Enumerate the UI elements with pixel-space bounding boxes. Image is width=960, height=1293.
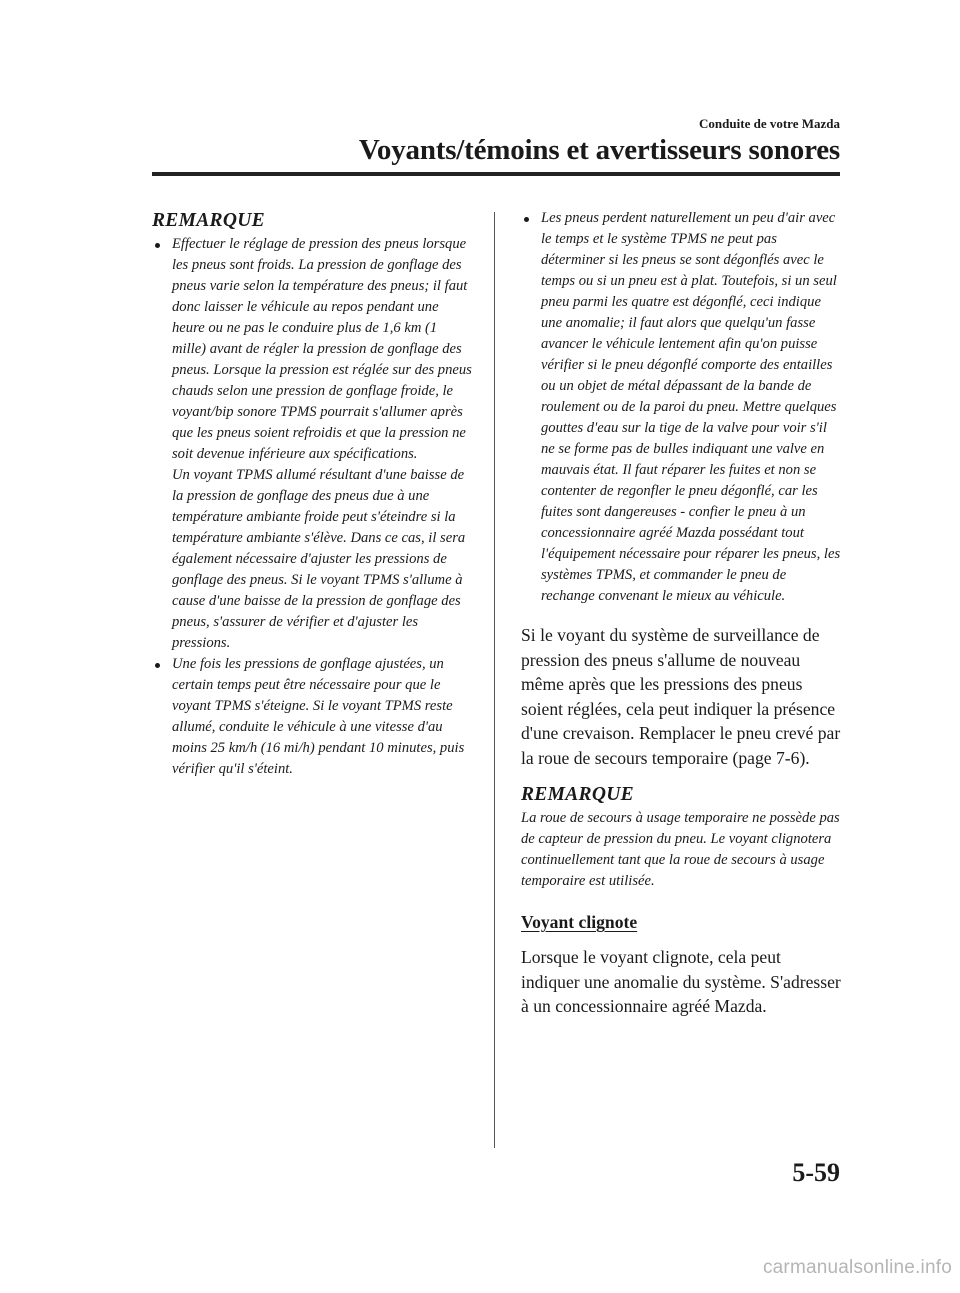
body-paragraph: Lorsque le voyant clignote, cela peut indiquer une anomalie du système. S'adresser à un concessionnaire agréé Mazda. [521,947,841,1016]
note-heading: REMARQUE [152,210,265,231]
note-heading: REMARQUE [521,784,634,805]
section-label: Conduite de votre Mazda [699,116,840,131]
page-title: Voyants/témoins et avertisseurs sonores [358,134,840,166]
bullet-paragraph: Un voyant TPMS allumé résultant d'une baisse de la pression de gonflage des pneus due à une température ambiante froide peut s'éteindre si la température ambiante s'élève. Dans ce cas, il sera également nécessaire d'ajuster les pressions de gonflage des pneus. Si le voyant TPMS s'allume à cause d'une baisse de la pression de gonflage des pneus, s'assurer de vérifier et d'ajuster les pressions. [172,467,466,651]
header-rule [152,172,840,176]
right-column [521,208,841,1019]
section-subheading: Voyant clignote [521,912,638,932]
list-item [152,654,472,780]
left-column [152,210,472,780]
bullet-icon [524,217,529,222]
list-item [521,208,841,607]
bullet-icon [155,243,160,248]
list-item [152,234,472,654]
note-bullet-list [152,234,472,780]
note-paragraph: La roue de secours à usage temporaire ne possède pas de capteur de pression du pneu. Le voyant clignotera continuellement tant que la roue de secours à usage temporaire est utilisée. [521,810,840,889]
page-number: 5-59 [792,1158,840,1187]
watermark-text: carmanualsonline.info [762,1257,952,1278]
column-divider [494,212,495,1148]
bullet-paragraph: Effectuer le réglage de pression des pneus lorsque les pneus sont froids. La pression de gonflage des pneus varie selon la température des pneus; il faut donc laisser le véhicule au repos pendant une heure ou ne pas le conduire plus de 1,6 km (1 mille) avant de régler la pression de gonflage des pneus. Lorsque la pression est réglée sur des pneus chauds selon une pression de gonflage froide, le voyant/bip sonore TPMS pourrait s'allumer après que les pneus soient refroidis et que la pression ne soit devenue inférieure aux spécifications. [172,236,472,462]
bullet-paragraph: Les pneus perdent naturellement un peu d'air avec le temps et le système TPMS ne peut pas déterminer si les pneus se sont dégonflés avec le temps ou si un pneu est à plat. Toutefois, si un seul pneu parmi les quatre est dégonflé, ceci indique une anomalie; il faut alors que quelqu'un fasse avancer le véhicule lentement afin qu'on puisse vérifier si le pneu dégonflé comporte des entailles ou un objet de métal dépassant de la bande de roulement ou de la paroi du pneu. Mettre quelques gouttes d'eau sur la tige de la valve pour voir s'il ne se forme pas de bulles indiquant une valve en mauvais état. Il faut réparer les fuites et non se contenter de regonfler le pneu dégonflé, car les fuites sont dangereuses - confier le pneu à un concessionnaire agréé Mazda possédant tout l'équipement nécessaire pour réparer les pneus, les systèmes TPMS, et commander le pneu de rechange convenant le mieux au véhicule. [541,210,841,604]
note-bullet-list [521,208,841,607]
bullet-paragraph: Une fois les pressions de gonflage ajustées, un certain temps peut être nécessaire pour que le voyant TPMS s'éteigne. Si le voyant TPMS reste allumé, conduite le véhicule à une vitesse d'au moins 25 km/h (16 mi/h) pendant 10 minutes, puis vérifier qu'il s'éteint. [172,656,465,777]
bullet-icon [155,663,160,668]
body-paragraph: Si le voyant du système de surveillance de pression des pneus s'allume de nouveau même après que les pressions des pneus soient réglées, cela peut indiquer la présence d'une crevaison. Remplacer le pneu crevé par la roue de secours temporaire (page 7-6). [521,625,841,768]
